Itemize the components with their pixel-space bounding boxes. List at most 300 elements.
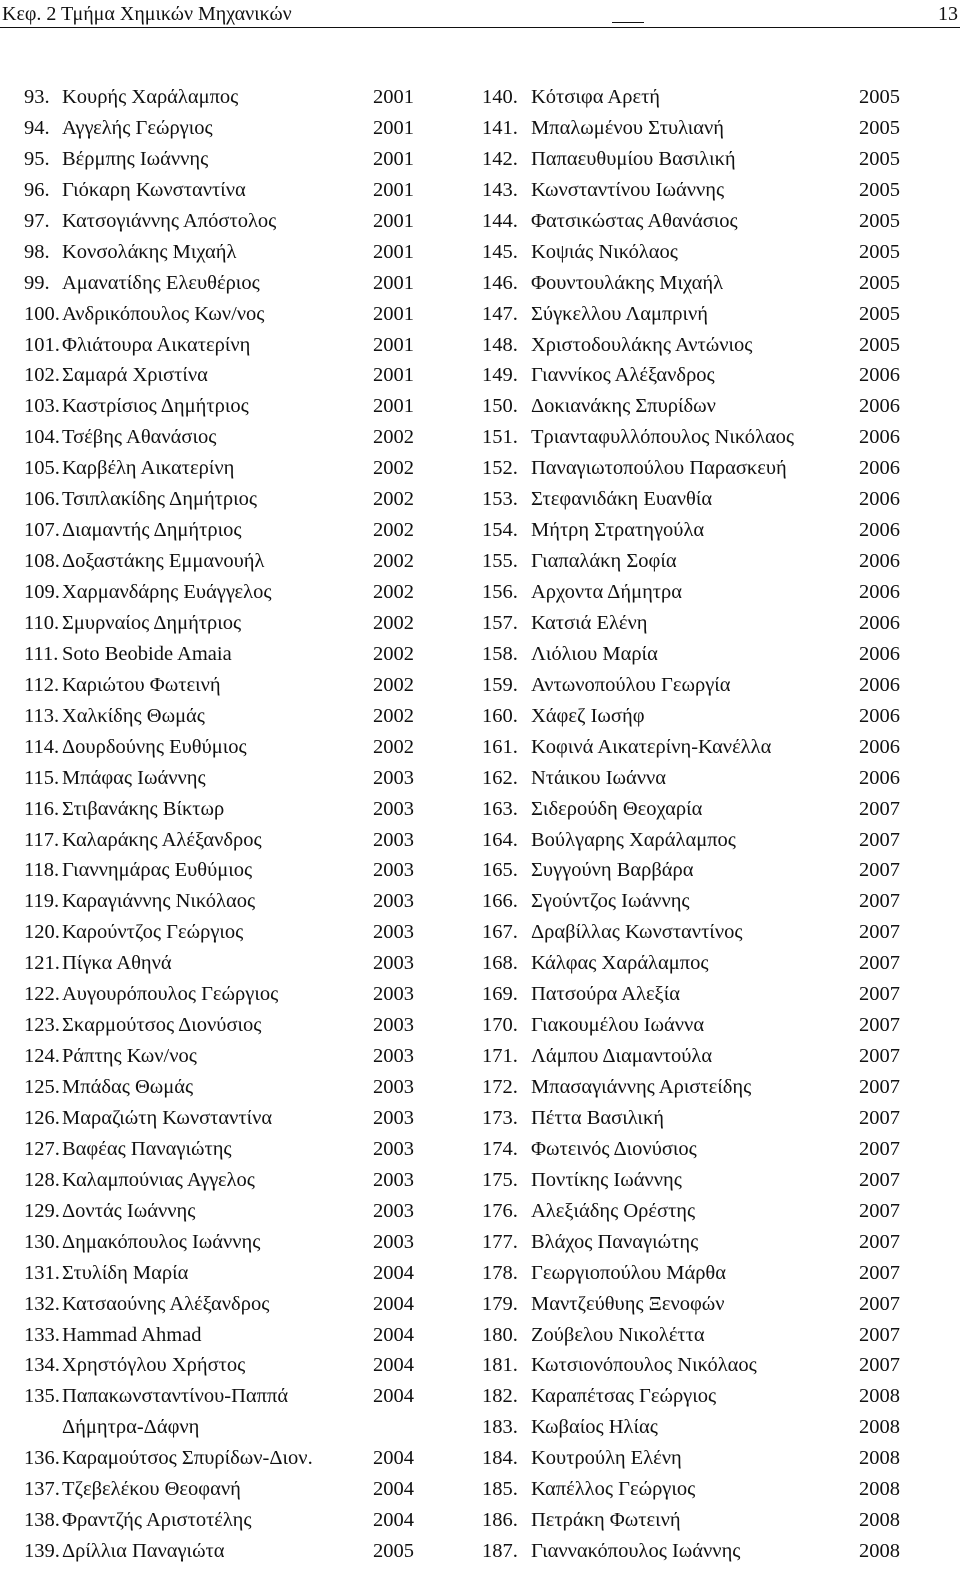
entry-name: Τριανταφυλλόπουλος Νικόλαος: [531, 426, 795, 449]
entry-number: 107.: [24, 519, 60, 542]
entry-name: Σύγκελλου Λαμπρινή: [531, 302, 709, 325]
entry-year: 2002: [373, 673, 414, 696]
entry-number: 184.: [482, 1447, 518, 1470]
list-item: [24, 268, 414, 299]
entry-name: Κότσιφα Αρετή: [531, 86, 661, 108]
entry-number: 111.: [24, 642, 59, 665]
entry-number: 103.: [24, 395, 60, 418]
entry-name: Γεωργιοπούλου Μάρθα: [531, 1261, 726, 1284]
entry-year: 2003: [373, 1137, 414, 1160]
list-item: [482, 979, 900, 1010]
entry-year: 2001: [373, 116, 414, 139]
entry-name: Καπέλλος Γεώργιος: [531, 1478, 696, 1501]
entry-number: 148.: [482, 333, 518, 356]
entry-number: 122.: [24, 983, 60, 1006]
entry-number: 172.: [482, 1076, 518, 1098]
entry-name: Κουτρούλη Ελένη: [531, 1447, 682, 1470]
list-item: [482, 1536, 900, 1567]
entry-number: 164.: [482, 828, 518, 851]
list-item: [482, 1350, 900, 1381]
entry-name: Σαμαρά Χριστίνα: [62, 364, 208, 387]
entry-number: 143.: [482, 178, 518, 201]
entry-year: 2003: [373, 828, 414, 851]
list-item: [24, 1103, 414, 1134]
entry-number: 145.: [482, 240, 518, 263]
entry-year: 2003: [373, 890, 414, 913]
entry-year: 2004: [373, 1509, 414, 1532]
list-item: [24, 237, 414, 268]
entry-name: Χρηστόγλου Χρήστος: [62, 1354, 246, 1377]
list-item: [482, 515, 900, 546]
entry-number: 153.: [482, 488, 518, 511]
entry-year: 2001: [373, 178, 414, 201]
entry-year: 2005: [859, 178, 900, 201]
entry-number: 96.: [24, 178, 50, 201]
entry-name: Δοντάς Ιωάννης: [62, 1199, 196, 1222]
entry-year: 2005: [859, 240, 900, 263]
entry-year: 2003: [373, 952, 414, 975]
entry-number: 165.: [482, 859, 518, 882]
list-item: [482, 670, 900, 701]
entry-name: Δήμητρα-Δάφνη: [62, 1416, 200, 1439]
entry-year: 2007: [859, 1230, 900, 1253]
list-item: [24, 330, 414, 361]
entry-number: 94.: [24, 116, 50, 139]
entry-number: 177.: [482, 1230, 518, 1253]
page-number: 13: [938, 3, 958, 25]
entry-name: Τσιπλακίδης Δημήτριος: [62, 488, 258, 511]
list-item: [482, 1412, 900, 1443]
list-item: [24, 1041, 414, 1072]
list-item: [482, 1505, 900, 1536]
list-item: [482, 948, 900, 979]
entry-year: 2008: [859, 1416, 900, 1439]
entry-number: 176.: [482, 1199, 518, 1222]
list-item: [482, 360, 900, 391]
entry-name: Παναγιωτοπούλου Παρασκευή: [531, 457, 787, 480]
entry-year: 2007: [859, 1261, 900, 1284]
entry-name: Κοφινά Αικατερίνη-Κανέλλα: [531, 735, 772, 758]
entry-name: Κονσολάκης Μιχαήλ: [62, 240, 237, 263]
entry-name: Καρβέλη Αικατερίνη: [62, 457, 235, 480]
entry-name: Μαντζεύθυης Ξενοφών: [531, 1292, 725, 1315]
entry-year: 2008: [859, 1540, 900, 1563]
entry-name: Κωτσιονόπουλος Νικόλαος: [531, 1354, 757, 1377]
entry-year: 2003: [373, 1045, 414, 1068]
entry-number: 128.: [24, 1168, 60, 1191]
entry-number: 147.: [482, 302, 518, 325]
entry-number: 154.: [482, 519, 518, 542]
entry-number: 163.: [482, 797, 518, 820]
entry-number: 126.: [24, 1106, 60, 1129]
list-item: [482, 917, 900, 948]
entry-name: Στυλίδη Μαρία: [62, 1261, 189, 1284]
list-item: [24, 886, 414, 917]
entry-name: Φλιάτουρα Αικατερίνη: [62, 333, 251, 356]
entry-number: 173.: [482, 1106, 518, 1129]
entry-number: 104.: [24, 426, 60, 449]
entry-name: Σκαρμούτσος Διονύσιος: [62, 1014, 262, 1037]
entry-year: 2006: [859, 581, 900, 603]
entry-number: 141.: [482, 116, 518, 139]
entry-number: 182.: [482, 1385, 518, 1408]
entry-name: Πατσούρα Αλεξία: [531, 983, 680, 1006]
entry-year: 2002: [373, 519, 414, 542]
entry-number: 144.: [482, 209, 518, 232]
entry-year: 2007: [859, 1199, 900, 1222]
list-item: [482, 608, 900, 639]
list-item: [24, 794, 414, 825]
entry-year: 2006: [859, 457, 900, 480]
entry-year: 2006: [859, 704, 900, 727]
entry-number: 134.: [24, 1354, 60, 1377]
entry-name: Μήτρη Στρατηγούλα: [531, 519, 705, 542]
list-item: [24, 144, 414, 175]
entry-name: Καλαμπούνιας Αγγελος: [62, 1168, 255, 1191]
list-item: [482, 794, 900, 825]
entry-year: 2003: [373, 921, 414, 944]
entry-number: 123.: [24, 1014, 60, 1037]
entry-year: 2005: [373, 1540, 414, 1563]
entry-name: Φατσικώστας Αθανάσιος: [531, 209, 738, 232]
entry-year: 2006: [859, 519, 900, 542]
list-item: [24, 175, 414, 206]
entry-year: 2006: [859, 673, 900, 696]
entry-year: 2008: [859, 1478, 900, 1501]
entry-number: 116.: [24, 797, 60, 820]
list-item: [482, 422, 900, 453]
entry-number: 106.: [24, 488, 60, 511]
list-item: [482, 391, 900, 422]
list-item: [482, 1134, 900, 1165]
entry-name: Γιόκαρη Κωνσταντίνα: [62, 178, 246, 201]
entry-number: 131.: [24, 1261, 60, 1284]
entry-number: 113.: [24, 704, 60, 727]
entry-year: 2004: [373, 1385, 414, 1408]
entry-number: 101.: [24, 333, 60, 356]
entry-number: 179.: [482, 1292, 518, 1315]
list-item: [482, 1289, 900, 1320]
entry-name: Χαρμανδάρης Ευάγγελος: [62, 581, 272, 603]
entry-name: Καλαράκης Αλέξανδρος: [62, 828, 262, 851]
entry-number: 146.: [482, 271, 518, 294]
entry-year: 2005: [859, 271, 900, 294]
list-item: [24, 1350, 414, 1381]
list-item: [482, 1320, 900, 1351]
list-item: [482, 237, 900, 268]
entry-year: 2007: [859, 1137, 900, 1160]
entry-number: 119.: [24, 890, 60, 913]
list-item: [24, 1227, 414, 1258]
list-item: [482, 1258, 900, 1289]
entry-number: 156.: [482, 581, 518, 603]
entry-name: Καραμούτσος Σπυρίδων-Διον.: [62, 1447, 313, 1470]
entry-number: 100.: [24, 302, 60, 325]
entry-year: 2005: [859, 147, 900, 170]
entry-year: 2003: [373, 1199, 414, 1222]
entry-year: 2001: [373, 333, 414, 356]
list-item: [482, 1165, 900, 1196]
list-item: [24, 1196, 414, 1227]
entry-name: Τσέβης Αθανάσιος: [62, 426, 217, 449]
entry-number: 181.: [482, 1354, 518, 1377]
list-item: [24, 1381, 414, 1412]
list-item: [24, 360, 414, 391]
entry-number: 93.: [24, 86, 50, 108]
list-item: [24, 1072, 414, 1103]
entry-number: 149.: [482, 364, 518, 387]
entry-name: Πετράκη Φωτεινή: [531, 1509, 681, 1532]
entry-year: 2003: [373, 1106, 414, 1129]
list-item: [482, 577, 900, 608]
list-item: [24, 113, 414, 144]
entry-name: Καρούντζος Γεώργιος: [62, 921, 244, 944]
entry-name: Σμυρναίος Δημήτριος: [62, 611, 242, 634]
list-item: [482, 113, 900, 144]
entry-number: 169.: [482, 983, 518, 1006]
entry-number: 139.: [24, 1540, 60, 1563]
list-item: [482, 1041, 900, 1072]
list-item: [24, 825, 414, 856]
entry-year: 2002: [373, 735, 414, 758]
entry-year: 2004: [373, 1478, 414, 1501]
entry-name: Hammad Ahmad: [62, 1323, 202, 1346]
entry-year: 2003: [373, 766, 414, 789]
entry-name: Καστρίσιος Δημήτριος: [62, 395, 249, 418]
list-item: [24, 577, 414, 608]
entry-name: Δοκιανάκης Σπυρίδων: [531, 395, 716, 418]
entry-name: Γιαννίκος Αλέξανδρος: [531, 364, 715, 387]
entry-year: 2006: [859, 550, 900, 573]
entry-name: Βαφέας Παναγιώτης: [62, 1137, 232, 1160]
entry-year: 2006: [859, 735, 900, 758]
entry-name: Συγγούνη Βαρβάρα: [531, 859, 694, 882]
header-rule: [0, 27, 960, 28]
list-item: [24, 979, 414, 1010]
entry-number: 170.: [482, 1014, 518, 1037]
entry-name: Κατσιά Ελένη: [531, 611, 648, 634]
entry-year: 2004: [373, 1447, 414, 1470]
entry-year: 2008: [859, 1385, 900, 1408]
entry-name: Βούλγαρης Χαράλαμπος: [531, 828, 736, 851]
entry-number: 166.: [482, 890, 518, 913]
entry-year: 2007: [859, 1076, 900, 1098]
list-item: [482, 763, 900, 794]
entry-name: Διαμαντής Δημήτριος: [62, 519, 242, 542]
list-item: [482, 175, 900, 206]
entry-number: 162.: [482, 766, 518, 789]
entry-name: Βλάχος Παναγιώτης: [531, 1230, 699, 1253]
entry-number: 187.: [482, 1540, 518, 1563]
entry-name: Ποντίκης Ιωάννης: [531, 1168, 682, 1191]
list-item: [482, 546, 900, 577]
entry-year: 2006: [859, 611, 900, 634]
entry-year: 2007: [859, 921, 900, 944]
entry-year: 2002: [373, 426, 414, 449]
entry-year: 2003: [373, 1014, 414, 1037]
entry-year: 2007: [859, 797, 900, 820]
entry-year: 2003: [373, 1076, 414, 1098]
entry-name: Καριώτου Φωτεινή: [62, 673, 221, 696]
entry-name: Στιβανάκης Βίκτωρ: [62, 797, 225, 820]
entry-year: 2004: [373, 1323, 414, 1346]
entry-number: 135.: [24, 1385, 60, 1408]
list-item: [482, 206, 900, 237]
left-column-list: [24, 82, 414, 1567]
entry-year: 2006: [859, 364, 900, 387]
entry-name: Αυγουρόπουλος Γεώργιος: [62, 983, 279, 1006]
entry-name: Μπασαγιάννης Αριστείδης: [531, 1076, 752, 1098]
entry-year: 2002: [373, 550, 414, 573]
list-item: [482, 1227, 900, 1258]
entry-year: 2007: [859, 1354, 900, 1377]
entry-name: Λάμπου Διαμαντούλα: [531, 1045, 713, 1068]
list-item: [24, 1289, 414, 1320]
entry-number: 132.: [24, 1292, 60, 1315]
entry-name: Ντάικου Ιωάννα: [531, 766, 667, 789]
entry-name: Παπαευθυμίου Βασιλική: [531, 147, 736, 170]
list-item: [24, 1320, 414, 1351]
entry-name: Αλεξιάδης Ορέστης: [531, 1199, 696, 1222]
entry-year: 2007: [859, 1168, 900, 1191]
entry-name: Μπαλωμένου Στυλιανή: [531, 116, 725, 139]
list-item: [24, 299, 414, 330]
chapter-title: Κεφ. 2 Τμήμα Χημικών Μηχανικών: [2, 3, 292, 25]
list-item: [24, 1134, 414, 1165]
list-item: [482, 886, 900, 917]
list-item: [482, 825, 900, 856]
list-item: [24, 484, 414, 515]
list-item: [24, 1412, 414, 1443]
list-item: [24, 639, 414, 670]
entry-number: 118.: [24, 859, 60, 882]
entry-name: Κωβαίος Ηλίας: [531, 1416, 658, 1439]
entry-name: Δοξαστάκης Εμμανουήλ: [62, 550, 265, 573]
list-item: [482, 453, 900, 484]
entry-year: 2002: [373, 457, 414, 480]
entry-number: 108.: [24, 550, 60, 573]
entry-year: 2007: [859, 828, 900, 851]
entry-name: Ζούβελου Νικολέττα: [531, 1323, 705, 1346]
entry-number: 133.: [24, 1323, 60, 1346]
list-item: [24, 763, 414, 794]
entry-year: 2003: [373, 1168, 414, 1191]
list-item: [482, 1381, 900, 1412]
entry-year: 2007: [859, 1014, 900, 1037]
entry-number: 98.: [24, 240, 50, 263]
entry-number: 110.: [24, 611, 60, 634]
entry-year: 2002: [373, 642, 414, 665]
entry-number: 99.: [24, 271, 50, 294]
entry-number: 175.: [482, 1168, 518, 1191]
entry-number: 161.: [482, 735, 518, 758]
entry-name: Πέττα Βασιλική: [531, 1106, 664, 1129]
entry-year: 2006: [859, 642, 900, 665]
list-item: [24, 422, 414, 453]
entry-year: 2003: [373, 1230, 414, 1253]
entry-name: Δρίλλια Παναγιώτα: [62, 1540, 225, 1563]
entry-number: 112.: [24, 673, 60, 696]
entry-year: 2004: [373, 1292, 414, 1315]
entry-year: 2003: [373, 859, 414, 882]
entry-name: Κατσαούνης Αλέξανδρος: [62, 1292, 270, 1315]
entry-name: Παπακωνσταντίνου-Παππά: [62, 1385, 289, 1408]
list-item: [482, 701, 900, 732]
entry-name: Στεφανιδάκη Ευανθία: [531, 488, 713, 511]
entry-name: Σγούντζος Ιωάννης: [531, 890, 690, 913]
entry-year: 2007: [859, 1045, 900, 1068]
entry-year: 2004: [373, 1354, 414, 1377]
entry-name: Ανδρικόπουλος Κων/νος: [62, 302, 265, 325]
list-item: [482, 299, 900, 330]
list-item: [482, 82, 900, 113]
entry-name: Δουρδούνης Ευθύμιος: [62, 735, 247, 758]
entry-name: Μπάφας Ιωάννης: [62, 766, 206, 789]
list-item: [24, 670, 414, 701]
list-item: [482, 1443, 900, 1474]
entry-name: Αγγελής Γεώργιος: [62, 116, 213, 139]
entry-number: 183.: [482, 1416, 518, 1439]
entry-name: Καραγιάννης Νικόλαος: [62, 890, 256, 913]
entry-number: 102.: [24, 364, 60, 387]
entry-year: 2002: [373, 488, 414, 511]
list-item: [482, 484, 900, 515]
entry-year: 2003: [373, 797, 414, 820]
entry-name: Ράπτης Κων/νος: [62, 1045, 197, 1068]
entry-number: 109.: [24, 581, 60, 603]
entry-number: 137.: [24, 1478, 60, 1501]
entry-name: Χριστοδουλάκης Αντώνιος: [531, 333, 753, 356]
entry-number: 167.: [482, 921, 518, 944]
entry-number: 140.: [482, 86, 518, 108]
list-item: [24, 608, 414, 639]
list-item: [24, 855, 414, 886]
entry-year: 2008: [859, 1509, 900, 1532]
list-item: [482, 1010, 900, 1041]
entry-number: 95.: [24, 147, 50, 170]
entry-number: 152.: [482, 457, 518, 480]
entry-year: 2005: [859, 302, 900, 325]
right-column-list: [482, 82, 900, 1567]
entry-year: 2003: [373, 983, 414, 1006]
entry-name: Γιαπαλάκη Σοφία: [531, 550, 677, 573]
entry-number: 174.: [482, 1137, 518, 1160]
entry-name: Γιαννημάρας Ευθύμιος: [62, 859, 253, 882]
list-item: [24, 1443, 414, 1474]
entry-name: Κατσογιάννης Απόστολος: [62, 209, 277, 232]
entry-number: 120.: [24, 921, 60, 944]
entry-year: 2002: [373, 581, 414, 603]
entry-year: 2007: [859, 890, 900, 913]
entry-name: Τζεβελέκου Θεοφανή: [62, 1478, 241, 1501]
list-item: [482, 855, 900, 886]
list-item: [24, 1010, 414, 1041]
entry-name: Φωτεινός Διονύσιος: [531, 1137, 697, 1160]
list-item: [24, 1474, 414, 1505]
entry-number: 97.: [24, 209, 50, 232]
entry-name: Λιόλιου Μαρία: [531, 642, 658, 665]
list-item: [482, 1474, 900, 1505]
entry-year: 2001: [373, 209, 414, 232]
entry-number: 117.: [24, 828, 60, 851]
entry-name: Soto Beobide Amaia: [62, 642, 232, 665]
entry-name: Σιδερούδη Θεοχαρία: [531, 797, 703, 820]
list-item: [24, 1258, 414, 1289]
entry-year: 2008: [859, 1447, 900, 1470]
list-item: [24, 391, 414, 422]
entry-year: 2007: [859, 1323, 900, 1346]
list-item: [482, 1103, 900, 1134]
